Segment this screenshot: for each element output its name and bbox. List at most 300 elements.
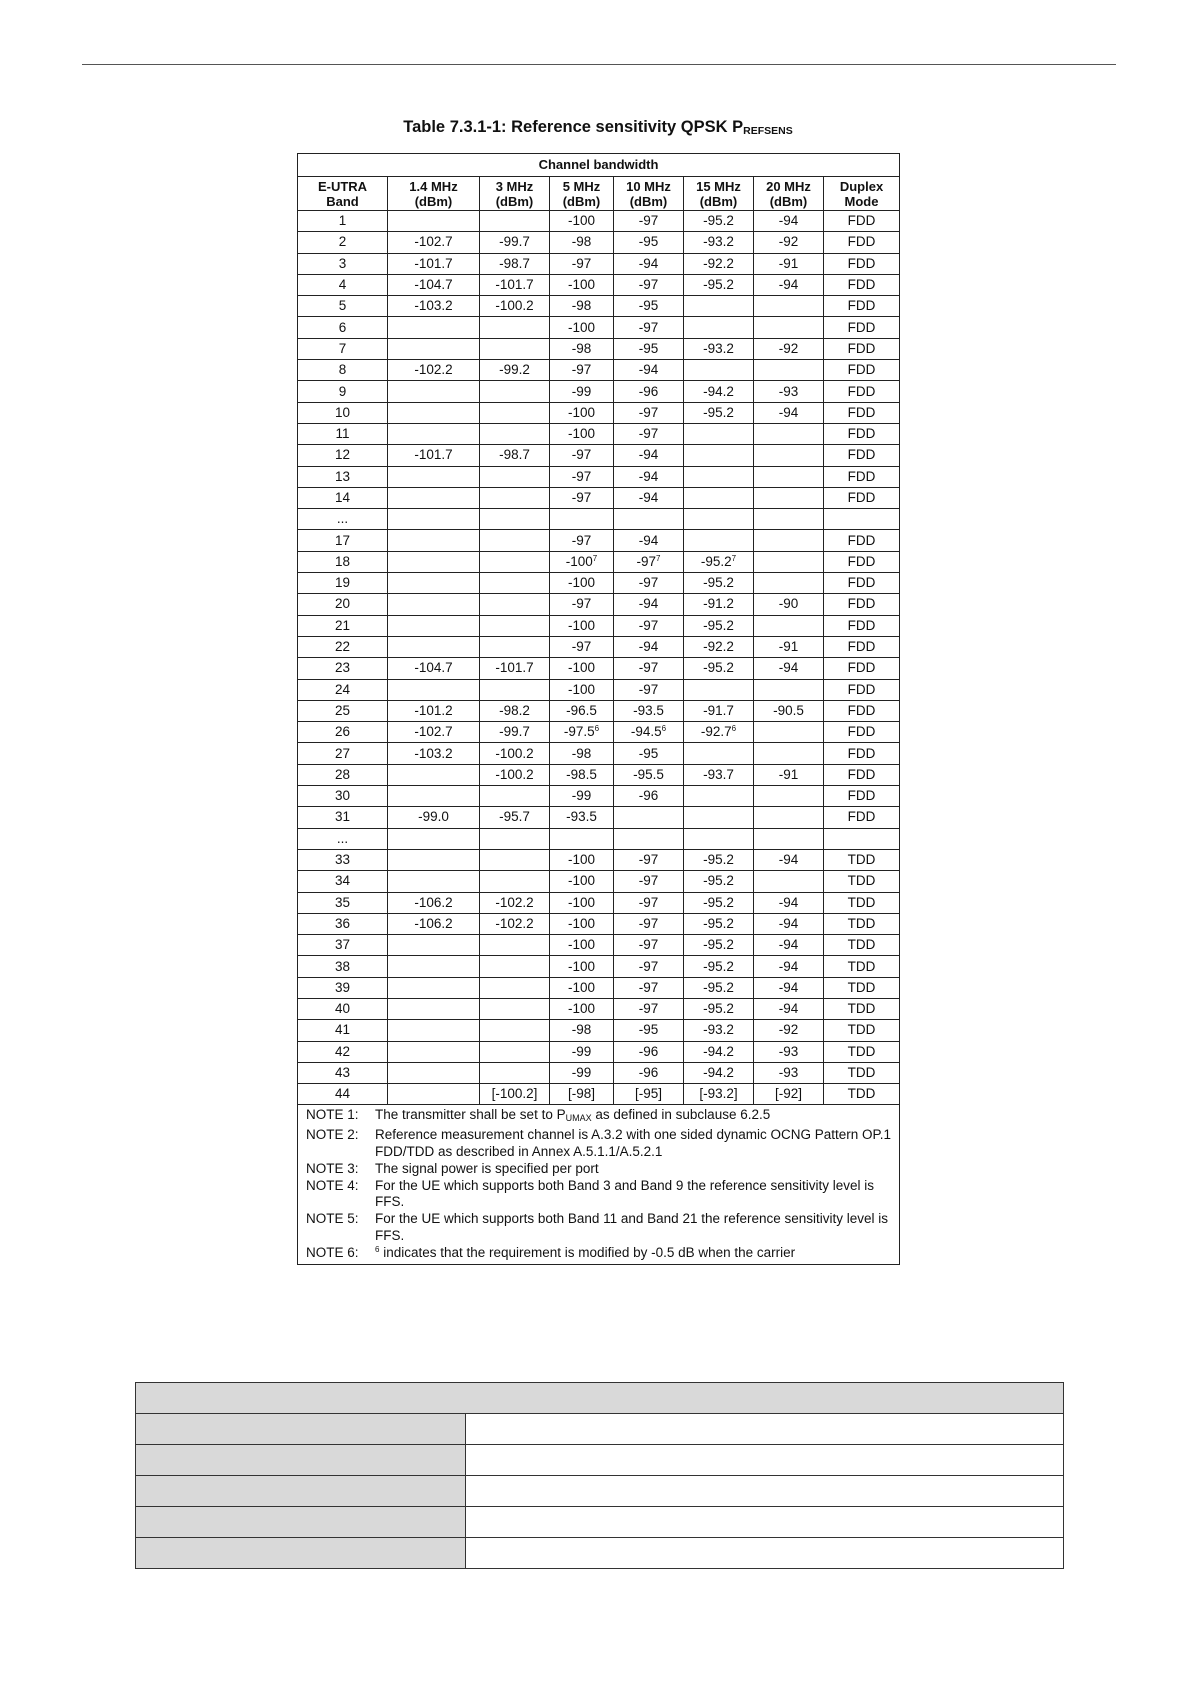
- value-cell: FDD: [824, 381, 900, 402]
- note-text: Reference measurement channel is A.3.2 with one sided dynamic OCNG Pattern OP.1 FDD/TDD as described in Annex A.5.1.1/A.5.2.1: [375, 1127, 892, 1160]
- value-cell: FDD: [824, 679, 900, 700]
- value-cell: -101.7: [480, 658, 550, 679]
- value-cell: [480, 573, 550, 594]
- value-cell: [754, 466, 824, 487]
- value-cell: -98: [550, 232, 614, 253]
- value-cell: -94: [754, 211, 824, 232]
- value-cell: -94: [614, 360, 684, 381]
- value-cell: -97: [550, 636, 614, 657]
- value-cell: -98: [550, 338, 614, 359]
- value-cell: -93.2: [684, 232, 754, 253]
- band-cell: 6: [298, 317, 388, 338]
- value-cell: [388, 509, 480, 530]
- blank-label-cell: [136, 1414, 466, 1445]
- value-cell: -94: [614, 530, 684, 551]
- note-text: For the UE which supports both Band 11 and Band 21 the reference sensitivity level is FFS.: [375, 1211, 889, 1244]
- band-cell: 24: [298, 679, 388, 700]
- value-cell: -98: [550, 743, 614, 764]
- value-cell: [754, 317, 824, 338]
- value-cell: [480, 1041, 550, 1062]
- value-cell: FDD: [824, 211, 900, 232]
- value-cell: [388, 786, 480, 807]
- value-cell: [614, 509, 684, 530]
- value-cell: [480, 551, 550, 572]
- value-cell: -98.7: [480, 445, 550, 466]
- band-cell: 9: [298, 381, 388, 402]
- band-cell: 25: [298, 700, 388, 721]
- value-cell: -93.5: [550, 807, 614, 828]
- value-cell: -100: [550, 658, 614, 679]
- value-cell: [388, 1020, 480, 1041]
- value-cell: -97: [614, 423, 684, 444]
- value-cell: -100: [550, 956, 614, 977]
- value-cell: [388, 871, 480, 892]
- value-cell: -99.7: [480, 232, 550, 253]
- column-header-line: (dBm): [562, 193, 601, 209]
- value-cell: [388, 998, 480, 1019]
- channel-bandwidth-header: Channel bandwidth: [298, 154, 900, 177]
- value-cell: [754, 871, 824, 892]
- table-row: [298, 381, 900, 402]
- value-cell: -94.2: [684, 381, 754, 402]
- band-cell: 1: [298, 211, 388, 232]
- value-cell: [480, 317, 550, 338]
- table-row: [298, 764, 900, 785]
- value-cell: FDD: [824, 253, 900, 274]
- value-cell: [684, 722, 754, 743]
- value-cell: [754, 615, 824, 636]
- value-cell: [388, 956, 480, 977]
- value-cell: [480, 636, 550, 657]
- table-row: [298, 849, 900, 870]
- column-header-line: 5 MHz: [562, 178, 601, 194]
- column-header-4: [614, 177, 684, 211]
- band-cell: 5: [298, 296, 388, 317]
- value-cell: -100: [550, 573, 614, 594]
- value-cell: -97: [550, 253, 614, 274]
- band-cell: 26: [298, 722, 388, 743]
- value-cell: [388, 679, 480, 700]
- value-cell: [480, 530, 550, 551]
- value-cell: -96: [614, 786, 684, 807]
- column-header-7: [824, 177, 900, 211]
- note-6: [306, 1245, 891, 1262]
- note-tag: NOTE 6:: [306, 1244, 359, 1260]
- value-cell: -97: [614, 679, 684, 700]
- cell-value: -95.2: [700, 553, 732, 569]
- value-cell: [754, 509, 824, 530]
- value-cell: [388, 935, 480, 956]
- column-header-2: [480, 177, 550, 211]
- band-cell: 40: [298, 998, 388, 1019]
- value-cell: -100: [550, 423, 614, 444]
- value-cell: -100: [550, 402, 614, 423]
- value-cell: [388, 636, 480, 657]
- value-cell: -100.2: [480, 296, 550, 317]
- value-cell: -97: [614, 871, 684, 892]
- table-row: [298, 445, 900, 466]
- band-cell: 41: [298, 1020, 388, 1041]
- value-cell: -91: [754, 636, 824, 657]
- value-cell: -97: [614, 658, 684, 679]
- value-cell: [388, 977, 480, 998]
- value-cell: -97: [550, 466, 614, 487]
- value-cell: -99.0: [388, 807, 480, 828]
- column-header-row: [298, 177, 900, 211]
- table-row: [298, 211, 900, 232]
- value-cell: FDD: [824, 445, 900, 466]
- table-row: [298, 658, 900, 679]
- note-tag: NOTE 3:: [306, 1160, 359, 1176]
- value-cell: [824, 509, 900, 530]
- value-cell: -97: [550, 360, 614, 381]
- value-cell: -97: [550, 487, 614, 508]
- value-cell: [480, 956, 550, 977]
- value-cell: -97: [614, 935, 684, 956]
- table-row: [298, 509, 900, 530]
- blank-value-cell: [466, 1538, 1064, 1569]
- value-cell: [684, 509, 754, 530]
- note-5: [306, 1211, 891, 1245]
- value-cell: FDD: [824, 232, 900, 253]
- band-cell: 23: [298, 658, 388, 679]
- value-cell: -99: [550, 1062, 614, 1083]
- value-cell: TDD: [824, 913, 900, 934]
- value-cell: [480, 615, 550, 636]
- value-cell: FDD: [824, 658, 900, 679]
- table-row: [298, 1062, 900, 1083]
- value-cell: -93.2: [684, 338, 754, 359]
- notes-cell: [298, 1105, 900, 1264]
- band-cell: 4: [298, 274, 388, 295]
- value-cell: [684, 679, 754, 700]
- value-cell: [614, 807, 684, 828]
- value-cell: -95: [614, 296, 684, 317]
- value-cell: -99.7: [480, 722, 550, 743]
- value-cell: TDD: [824, 892, 900, 913]
- value-cell: [388, 615, 480, 636]
- value-cell: -100: [550, 211, 614, 232]
- note-text: $^6$ indicates that the requirement is modified by -0.5 dB when the carrier: [375, 1244, 796, 1260]
- value-cell: [480, 1062, 550, 1083]
- column-header-line: (dBm): [495, 193, 534, 209]
- table-row: [298, 871, 900, 892]
- value-cell: -94: [754, 913, 824, 934]
- cell-value: -97: [636, 553, 657, 569]
- value-cell: [480, 338, 550, 359]
- table-row: [298, 636, 900, 657]
- table-row: [298, 743, 900, 764]
- table-row: [298, 573, 900, 594]
- value-cell: FDD: [824, 764, 900, 785]
- band-cell: 17: [298, 530, 388, 551]
- value-cell: -99: [550, 381, 614, 402]
- band-cell: ...: [298, 828, 388, 849]
- value-cell: -95.2: [684, 274, 754, 295]
- group-header-row: [298, 154, 900, 177]
- value-cell: -96: [614, 381, 684, 402]
- band-cell: 39: [298, 977, 388, 998]
- table-row: [298, 1041, 900, 1062]
- note-2: [306, 1127, 891, 1161]
- blank-form-table: [135, 1382, 1064, 1569]
- column-header-line: (dBm): [629, 193, 668, 209]
- value-cell: -94: [754, 998, 824, 1019]
- value-cell: -97: [614, 998, 684, 1019]
- table-row: [298, 232, 900, 253]
- blank-value-cell: [466, 1414, 1064, 1445]
- table-row: [298, 466, 900, 487]
- value-cell: -98.7: [480, 253, 550, 274]
- footnote-marker: 7: [592, 553, 598, 563]
- value-cell: -100: [550, 892, 614, 913]
- table-row: [298, 786, 900, 807]
- value-cell: -92.2: [684, 253, 754, 274]
- value-cell: [754, 807, 824, 828]
- value-cell: -94: [754, 977, 824, 998]
- value-cell: -97: [614, 913, 684, 934]
- value-cell: FDD: [824, 573, 900, 594]
- footnote-marker: 6: [661, 724, 667, 734]
- value-cell: FDD: [824, 296, 900, 317]
- value-cell: [754, 722, 824, 743]
- value-cell: -101.7: [388, 253, 480, 274]
- value-cell: FDD: [824, 530, 900, 551]
- value-cell: [388, 402, 480, 423]
- value-cell: [480, 211, 550, 232]
- notes-row: [298, 1105, 900, 1264]
- value-cell: [480, 487, 550, 508]
- value-cell: FDD: [824, 466, 900, 487]
- note-text: The signal power is specified per port: [375, 1160, 599, 1176]
- value-cell: -106.2: [388, 892, 480, 913]
- value-cell: -102.2: [480, 892, 550, 913]
- table-row: [298, 296, 900, 317]
- table-row: [298, 253, 900, 274]
- value-cell: [-93.2]: [684, 1084, 754, 1105]
- value-cell: -94: [614, 466, 684, 487]
- value-cell: [754, 296, 824, 317]
- note-4: [306, 1178, 891, 1212]
- value-cell: [550, 509, 614, 530]
- cell-value: -100: [565, 553, 593, 569]
- value-cell: -102.2: [480, 913, 550, 934]
- value-cell: FDD: [824, 594, 900, 615]
- value-cell: FDD: [824, 360, 900, 381]
- table-caption: [297, 118, 899, 137]
- band-cell: 44: [298, 1084, 388, 1105]
- value-cell: FDD: [824, 700, 900, 721]
- value-cell: -95.7: [480, 807, 550, 828]
- column-header-6: [754, 177, 824, 211]
- table-row: [298, 530, 900, 551]
- value-cell: [-95]: [614, 1084, 684, 1105]
- value-cell: [388, 487, 480, 508]
- footnote-marker: 6: [594, 724, 600, 734]
- table-row: [298, 423, 900, 444]
- value-cell: [684, 360, 754, 381]
- note-1: [306, 1107, 891, 1127]
- value-cell: [754, 360, 824, 381]
- value-cell: -94: [754, 935, 824, 956]
- value-cell: FDD: [824, 402, 900, 423]
- band-cell: 2: [298, 232, 388, 253]
- value-cell: -90.5: [754, 700, 824, 721]
- band-cell: 43: [298, 1062, 388, 1083]
- note-tag: NOTE 5:: [306, 1211, 359, 1227]
- value-cell: TDD: [824, 1041, 900, 1062]
- value-cell: -106.2: [388, 913, 480, 934]
- value-cell: -102.2: [388, 360, 480, 381]
- value-cell: [754, 828, 824, 849]
- value-cell: [388, 338, 480, 359]
- value-cell: -96: [614, 1062, 684, 1083]
- band-cell: 21: [298, 615, 388, 636]
- blank-value-cell: [466, 1507, 1064, 1538]
- note-tag: NOTE 2:: [306, 1127, 359, 1143]
- note-tag: NOTE 1:: [306, 1107, 359, 1123]
- band-cell: 37: [298, 935, 388, 956]
- value-cell: -102.7: [388, 722, 480, 743]
- value-cell: -100: [550, 977, 614, 998]
- column-header-3: [550, 177, 614, 211]
- value-cell: -102.7: [388, 232, 480, 253]
- band-cell: 22: [298, 636, 388, 657]
- blank-value-cell: [466, 1445, 1064, 1476]
- value-cell: [684, 423, 754, 444]
- footnote-marker: 6: [731, 724, 737, 734]
- value-cell: [754, 487, 824, 508]
- value-cell: FDD: [824, 615, 900, 636]
- footnote-marker: 7: [731, 553, 737, 563]
- value-cell: [684, 445, 754, 466]
- value-cell: [480, 381, 550, 402]
- value-cell: FDD: [824, 317, 900, 338]
- value-cell: -97: [614, 211, 684, 232]
- value-cell: -95.5: [614, 764, 684, 785]
- band-cell: 3: [298, 253, 388, 274]
- value-cell: [480, 935, 550, 956]
- value-cell: -95.2: [684, 658, 754, 679]
- value-cell: [480, 594, 550, 615]
- table-row: [298, 807, 900, 828]
- value-cell: [480, 423, 550, 444]
- value-cell: [-98]: [550, 1084, 614, 1105]
- value-cell: [754, 679, 824, 700]
- band-cell: 14: [298, 487, 388, 508]
- table-row: [298, 700, 900, 721]
- note-subscript: UMAX: [565, 1113, 592, 1124]
- value-cell: [388, 1062, 480, 1083]
- value-cell: [388, 1041, 480, 1062]
- column-header-line: Band: [326, 193, 359, 209]
- value-cell: -92: [754, 338, 824, 359]
- value-cell: [388, 211, 480, 232]
- value-cell: -91.2: [684, 594, 754, 615]
- band-cell: 27: [298, 743, 388, 764]
- value-cell: TDD: [824, 998, 900, 1019]
- cell-value: -94.5: [630, 724, 662, 740]
- table-row: [298, 317, 900, 338]
- cell-value: -92.7: [700, 724, 732, 740]
- value-cell: [754, 786, 824, 807]
- value-cell: -94: [754, 274, 824, 295]
- value-cell: -93: [754, 1062, 824, 1083]
- band-cell: 11: [298, 423, 388, 444]
- value-cell: [480, 828, 550, 849]
- value-cell: -95.2: [684, 211, 754, 232]
- value-cell: -96.5: [550, 700, 614, 721]
- value-cell: -95.2: [684, 615, 754, 636]
- value-cell: TDD: [824, 977, 900, 998]
- value-cell: -95.2: [684, 977, 754, 998]
- value-cell: [480, 509, 550, 530]
- band-cell: 42: [298, 1041, 388, 1062]
- value-cell: FDD: [824, 636, 900, 657]
- value-cell: -101.2: [388, 700, 480, 721]
- value-cell: [480, 679, 550, 700]
- value-cell: -100: [550, 871, 614, 892]
- value-cell: -100.2: [480, 764, 550, 785]
- table-row: [298, 487, 900, 508]
- value-cell: -91.7: [684, 700, 754, 721]
- value-cell: -97: [614, 573, 684, 594]
- value-cell: [754, 551, 824, 572]
- value-cell: [754, 423, 824, 444]
- table-row: [298, 935, 900, 956]
- value-cell: -97: [614, 317, 684, 338]
- table-row: [298, 594, 900, 615]
- column-header-0: [298, 177, 388, 211]
- value-cell: -98.2: [480, 700, 550, 721]
- band-cell: 7: [298, 338, 388, 359]
- value-cell: [480, 849, 550, 870]
- value-cell: [684, 487, 754, 508]
- note-superscript: 6: [375, 1244, 380, 1254]
- value-cell: FDD: [824, 807, 900, 828]
- value-cell: -99: [550, 786, 614, 807]
- value-cell: -97: [550, 530, 614, 551]
- value-cell: -99.2: [480, 360, 550, 381]
- value-cell: [388, 1084, 480, 1105]
- value-cell: FDD: [824, 786, 900, 807]
- note-text: The transmitter shall be set to $P_{UMAX}$ as defined in subclause 6.2.5: [375, 1107, 771, 1124]
- value-cell: -95.2: [684, 573, 754, 594]
- value-cell: FDD: [824, 274, 900, 295]
- value-cell: -95.2: [684, 871, 754, 892]
- value-cell: -104.7: [388, 658, 480, 679]
- value-cell: TDD: [824, 956, 900, 977]
- value-cell: -100.2: [480, 743, 550, 764]
- table-row: [298, 1084, 900, 1105]
- value-cell: -100: [550, 849, 614, 870]
- value-cell: [754, 445, 824, 466]
- value-cell: [614, 828, 684, 849]
- value-cell: -93.2: [684, 1020, 754, 1041]
- blank-row: [136, 1538, 1064, 1569]
- value-cell: [684, 786, 754, 807]
- value-cell: [824, 828, 900, 849]
- value-cell: -93: [754, 381, 824, 402]
- value-cell: FDD: [824, 722, 900, 743]
- value-cell: [684, 296, 754, 317]
- blank-label-cell: [136, 1538, 466, 1569]
- blank-row: [136, 1445, 1064, 1476]
- value-cell: -103.2: [388, 743, 480, 764]
- value-cell: -94: [614, 594, 684, 615]
- column-header-line: 3 MHz: [495, 178, 534, 194]
- value-cell: -94: [614, 445, 684, 466]
